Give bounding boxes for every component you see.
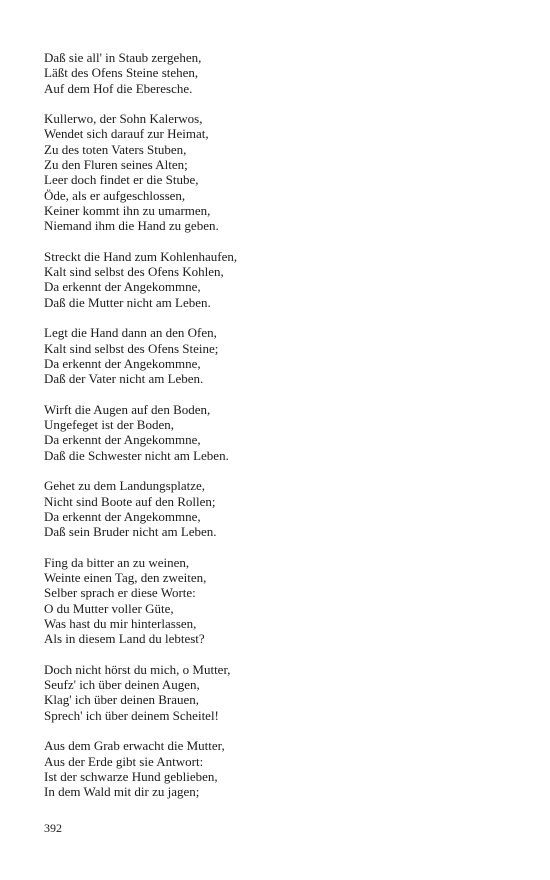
poem-line: Legt die Hand dann an den Ofen,: [44, 325, 217, 341]
poem-line: Gehet zu dem Landungsplatze,: [44, 478, 205, 494]
poem-line: Weinte einen Tag, den zweiten,: [44, 570, 207, 586]
stanza: [44, 478, 504, 539]
poem-line: Aus der Erde gibt sie Antwort:: [44, 753, 204, 769]
poem-line: Kalt sind selbst des Ofens Kohlen,: [44, 264, 224, 280]
poem-line: Zu den Fluren seines Alten;: [44, 157, 188, 173]
stanza: [44, 555, 504, 647]
poem-line: Niemand ihm die Hand zu geben.: [44, 218, 219, 234]
poem-line: Daß sein Bruder nicht am Leben.: [44, 524, 217, 540]
poem-line: Keiner kommt ihn zu umarmen,: [44, 202, 211, 218]
stanza: [44, 662, 504, 723]
poem-line: Daß der Vater nicht am Leben.: [44, 371, 204, 387]
poem-line: Wendet sich darauf zur Heimat,: [44, 126, 209, 142]
stanza: [44, 402, 504, 463]
stanza: [44, 738, 504, 799]
poem-line: Daß die Mutter nicht am Leben.: [44, 294, 211, 310]
poem-line: Aus dem Grab erwacht die Mutter,: [44, 738, 225, 754]
page-number: 392: [44, 821, 62, 835]
poem-line: Selber sprach er diese Worte:: [44, 585, 196, 601]
poem-line: Kullerwo, der Sohn Kalerwos,: [44, 111, 203, 127]
poem-line: Sprech' ich über deinem Scheitel!: [44, 707, 219, 723]
poem-line: Fing da bitter an zu weinen,: [44, 554, 190, 570]
stanza: [44, 50, 504, 96]
stanza: [44, 111, 504, 233]
poem-line: Zu des toten Vaters Stuben,: [44, 141, 187, 157]
poem-line: Daß sie all' in Staub zergehen,: [44, 50, 202, 65]
poem-line: Auf dem Hof die Eberesche.: [44, 80, 193, 96]
poem-line: Da erkennt der Angekommne,: [44, 508, 201, 524]
poem-line: Leer doch findet er die Stube,: [44, 172, 199, 188]
poem-line: Nicht sind Boote auf den Rollen;: [44, 493, 216, 509]
stanza: [44, 249, 504, 310]
poem-line: Öde, als er aufgeschlossen,: [44, 187, 186, 203]
poem-line: Daß die Schwester nicht am Leben.: [44, 447, 229, 463]
poem-line: Seufz' ich über deinen Augen,: [44, 677, 200, 693]
poem-line: In dem Wald mit dir zu jagen;: [44, 784, 200, 800]
poem-text: [44, 50, 504, 815]
poem-line: Kalt sind selbst des Ofens Steine;: [44, 340, 219, 356]
poem-line: Als in diesem Land du lebtest?: [44, 631, 205, 647]
poem-line: Da erkennt der Angekommne,: [44, 279, 201, 295]
poem-line: Streckt die Hand zum Kohlenhaufen,: [44, 248, 238, 264]
poem-line: Was hast du mir hinterlassen,: [44, 615, 197, 631]
poem-line: Da erkennt der Angekommne,: [44, 432, 201, 448]
poem-line: Da erkennt der Angekommne,: [44, 355, 201, 371]
poem-line: Ist der schwarze Hund geblieben,: [44, 768, 218, 784]
poem-line: Läßt des Ofens Steine stehen,: [44, 65, 199, 81]
poem-line: Doch nicht hörst du mich, o Mutter,: [44, 661, 231, 677]
stanza: [44, 325, 504, 386]
poem-line: O du Mutter voller Güte,: [44, 600, 174, 616]
poem-line: Klag' ich über deinen Brauen,: [44, 692, 200, 708]
poem-line: Ungefeget ist der Boden,: [44, 417, 174, 433]
poem-line: Wirft die Augen auf den Boden,: [44, 401, 211, 417]
